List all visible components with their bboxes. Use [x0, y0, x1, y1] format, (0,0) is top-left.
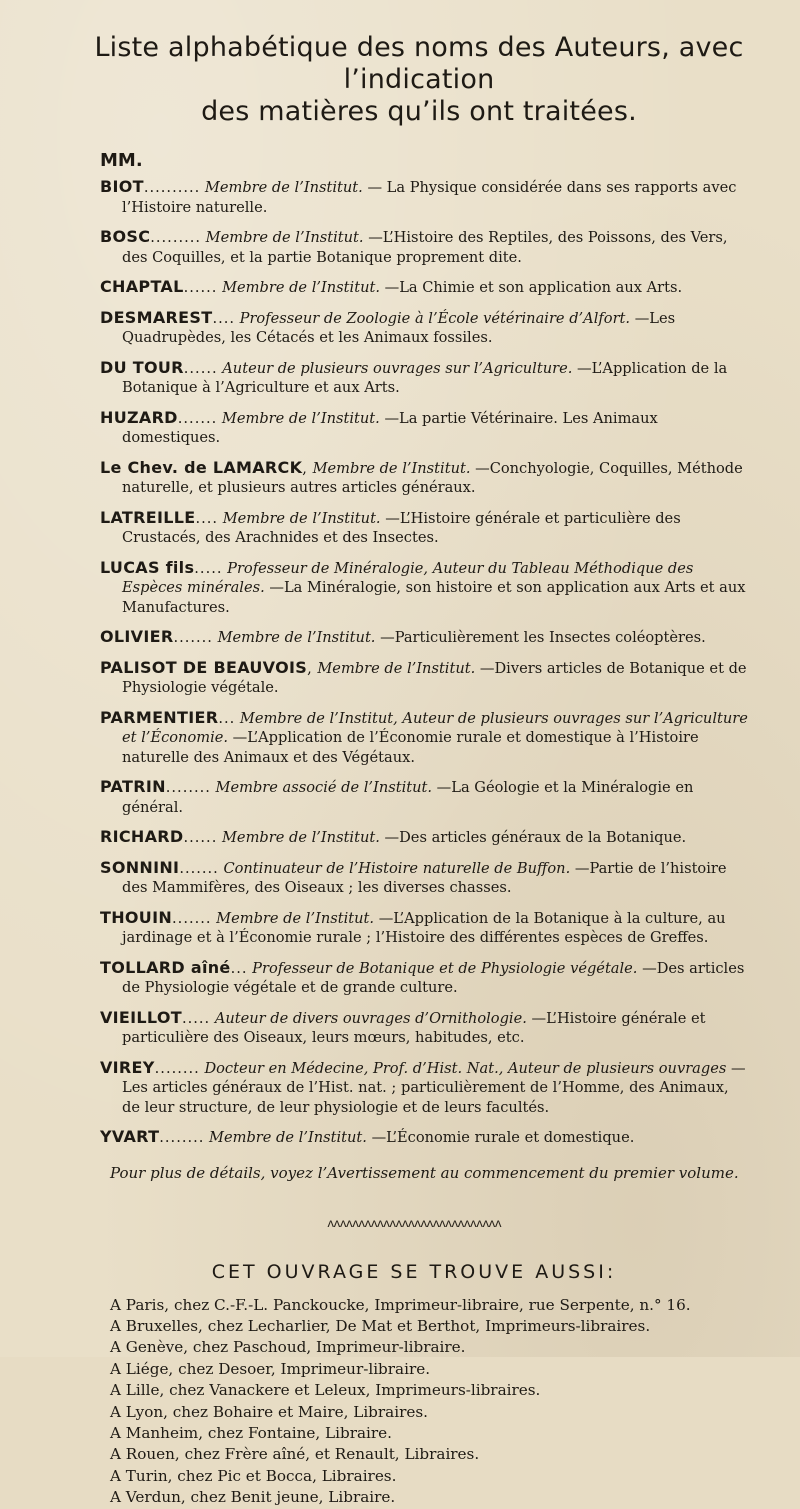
author-role: Professeur de Zoologie à l’École vétérinaire d’Alfort. — [239, 309, 631, 327]
dot-leader: , — [307, 659, 313, 677]
author-entry — [100, 177, 748, 217]
author-subjects: —La Géologie et la Minéralogie en général. — [122, 779, 694, 816]
author-entry — [100, 458, 748, 498]
author-role: Membre de l’Institut. — [222, 509, 381, 527]
bookseller-address: A Bruxelles, chez Lecharlier, De Mat et Berthot, Imprimeurs-libraires. — [110, 1316, 651, 1335]
author-name: TOLLARD aîné — [100, 957, 231, 977]
author-role: Membre de l’Institut. — [216, 909, 375, 927]
dot-leader: ... — [218, 709, 236, 727]
author-entry — [100, 358, 748, 398]
author-name: DESMAREST — [100, 307, 213, 327]
author-name: BIOT — [100, 177, 144, 196]
author-name: THOUIN — [100, 907, 173, 927]
author-role: Membre de l’Institut. — [222, 279, 380, 296]
author-entry — [100, 558, 748, 618]
author-role: Auteur de divers ouvrages d’Ornithologie. — [214, 1009, 527, 1027]
bookseller-address: A Manheim, chez Fontaine, Libraire. — [110, 1423, 392, 1442]
author-entry — [100, 1008, 748, 1048]
author-name: YVART — [100, 1127, 160, 1146]
author-entry — [100, 908, 748, 948]
author-role: Membre de l’Institut. — [205, 229, 364, 246]
dot-leader: ........ — [165, 779, 211, 796]
author-name: OLIVIER — [100, 627, 174, 646]
author-subjects: —L’Histoire générale et particulière des Oiseaux, leurs mœurs, habitudes, etc. — [122, 1009, 706, 1046]
author-subjects: —Conchyologie, Coquilles, Méthode naturelle, et plusieurs autres articles généraux. — [122, 459, 743, 496]
dot-leader: ....... — [179, 859, 219, 877]
dot-leader: , — [302, 459, 308, 477]
author-entry — [100, 1058, 748, 1118]
author-entry — [100, 1127, 748, 1148]
decorative-rule: ᴧᴧᴧᴧᴧᴧᴧᴧᴧᴧᴧᴧᴧᴧᴧᴧᴧᴧᴧᴧᴧᴧᴧᴧᴧᴧᴧᴧ — [327, 1215, 501, 1230]
author-role: Membre de l’Institut. — [221, 829, 380, 846]
author-subjects: —Les articles généraux de l’Hist. nat. ; particulièrement de l’Homme, des Animaux, de leur structure, de leur physiologie et de leurs facultés. — [122, 1059, 746, 1116]
author-role: Membre de l’Institut. — [221, 409, 380, 427]
bookseller-address: A Rouen, chez Frère aîné, et Renault, Libraires. — [110, 1445, 480, 1464]
author-name: VIEILLOT — [100, 1007, 182, 1027]
author-subjects: —Partie de l’histoire des Mammifères, des Oiseaux ; les diverses chasses. — [122, 859, 727, 896]
title-line-2: des matières qu’ils ont traitées. — [201, 96, 637, 127]
author-role: Membre de l’Institut. — [217, 629, 376, 646]
author-name: RICHARD — [100, 827, 184, 846]
author-subjects: —L’Économie rurale et domestique. — [371, 1129, 635, 1146]
author-role: Membre de l’Institut. — [317, 659, 476, 677]
author-name: SONNINI — [100, 857, 180, 877]
dot-leader: .... — [212, 309, 235, 327]
author-list — [100, 177, 748, 1148]
dot-leader: ....... — [173, 629, 213, 646]
author-subjects: —Particulièrement les Insectes coléoptères. — [380, 629, 706, 646]
author-entry — [100, 408, 748, 448]
author-role: Membre de l’Institut. — [312, 459, 471, 477]
author-entry — [100, 827, 748, 848]
author-name: LUCAS fils — [100, 557, 195, 577]
author-role: Membre associé de l’Institut. — [215, 779, 433, 796]
title-line-1: Liste alphabétique des noms des Auteurs, avec l’indication — [94, 32, 744, 95]
author-subjects: —Des articles généraux de la Botanique. — [384, 829, 687, 846]
author-role: Membre de l’Institut. — [204, 179, 363, 196]
author-name: HUZARD — [100, 407, 178, 427]
author-subjects: —L’Application de l’Économie rurale et domestique à l’Histoire naturelle des Animaux et des Végétaux. — [122, 729, 699, 766]
author-entry — [100, 308, 748, 348]
page-title — [90, 32, 748, 128]
author-entry — [100, 777, 748, 817]
dot-leader: ..... — [194, 559, 223, 577]
author-role: Professeur de Botanique et de Physiologie végétale. — [252, 959, 638, 977]
dot-leader: ...... — [183, 829, 218, 846]
author-entry — [100, 627, 748, 648]
masters-abbreviation: MM. — [100, 150, 143, 171]
bookseller-list — [100, 1295, 748, 1509]
author-role: Professeur de Minéralogie, Auteur du Tableau Méthodique des Espèces minérales. — [122, 559, 694, 596]
bookseller-address: A Turin, chez Pic et Bocca, Libraires. — [110, 1466, 397, 1485]
dot-leader: ..... — [181, 1009, 211, 1027]
author-subjects: —La Minéralogie, son histoire et son application aux Arts et aux Manufactures. — [122, 579, 746, 616]
author-name: PARMENTIER — [100, 707, 219, 727]
author-subjects: —La partie Vétérinaire. Les Animaux domestiques. — [122, 409, 658, 446]
author-subjects: —Des articles de Physiologie végétale et de grande culture. — [122, 959, 745, 996]
author-subjects: —L’Histoire générale et particulière des Crustacés, des Arachnides et des Insectes. — [122, 509, 681, 546]
bookseller-address: A Lyon, chez Bohaire et Maire, Libraires. — [110, 1402, 428, 1421]
author-name: VIREY — [100, 1057, 155, 1077]
author-subjects: —L’Application de la Botanique à l’Agriculture et aux Arts. — [122, 359, 728, 396]
author-name: DU TOUR — [100, 357, 184, 377]
bookseller-address: A Paris, chez C.-F.-L. Panckoucke, Imprimeur-libraire, rue Serpente, n.° 16. — [110, 1295, 691, 1314]
dot-leader: ....... — [177, 409, 218, 427]
author-name: BOSC — [100, 227, 151, 246]
dot-leader: ........ — [154, 1059, 200, 1077]
author-name: PATRIN — [100, 777, 166, 796]
author-name: LATREILLE — [100, 507, 196, 527]
dot-leader: .......... — [143, 179, 201, 196]
author-entry — [100, 958, 748, 998]
author-role: Continuateur de l’Histoire naturelle de Buffon. — [223, 859, 571, 877]
bookseller-address: A Genève, chez Paschoud, Imprimeur-libraire. — [110, 1338, 466, 1357]
author-subjects: — La Physique considérée dans ses rapports avec l’Histoire naturelle. — [122, 179, 737, 216]
dot-leader: ...... — [183, 359, 218, 377]
bookseller-address: A Liége, chez Desoer, Imprimeur-libraire. — [110, 1359, 431, 1378]
author-entry — [100, 508, 748, 548]
author-role: Membre de l’Institut. — [209, 1129, 367, 1146]
author-entry — [100, 277, 748, 298]
author-subjects: —L’Application de la Botanique à la culture, au jardinage et à l’Économie rurale ; l’Histoire des différentes espèces de Greffes. — [122, 909, 726, 946]
dot-leader: ........ — [159, 1129, 205, 1146]
author-role: Docteur en Médecine, Prof. d’Hist. Nat., Auteur de plusieurs ouvrages — [204, 1059, 727, 1077]
dot-leader: ...... — [183, 279, 218, 296]
author-role: Membre de l’Institut, Auteur de plusieurs ouvrages sur l’Agriculture et l’Économie. — [122, 709, 748, 746]
author-name: PALISOT DE BEAUVOIS — [100, 657, 308, 677]
bookseller-address: A Verdun, chez Benit jeune, Libraire. — [110, 1488, 396, 1507]
also-available-heading: CET OUVRAGE SE TROUVE AUSSI: — [211, 1260, 617, 1283]
author-role: Auteur de plusieurs ouvrages sur l’Agriculture. — [222, 359, 573, 377]
author-entry — [100, 227, 748, 267]
dot-leader: ....... — [172, 909, 212, 927]
author-name: CHAPTAL — [100, 277, 184, 296]
author-subjects: —La Chimie et son application aux Arts. — [384, 279, 683, 296]
author-name: Le Chev. de LAMARCK — [100, 457, 303, 477]
author-subjects: —L’Histoire des Reptiles, des Poissons, des Vers, des Coquilles, et la partie Botanique proprement dite. — [122, 229, 728, 266]
author-subjects: —Divers articles de Botanique et de Physiologie végétale. — [122, 659, 747, 696]
dot-leader: .... — [195, 509, 219, 527]
author-entry — [100, 708, 748, 768]
author-entry — [100, 858, 748, 898]
bookseller-address: A Lille, chez Vanackere et Leleux, Imprimeurs-libraires. — [110, 1381, 541, 1400]
dot-leader: ......... — [150, 229, 202, 246]
author-entry — [100, 658, 748, 698]
details-note: Pour plus de détails, voyez l’Avertissement au commencement du premier volume. — [110, 1163, 739, 1182]
dot-leader: ... — [230, 959, 248, 977]
author-subjects: —Les Quadrupèdes, les Cétacés et les Animaux fossiles. — [122, 309, 676, 346]
